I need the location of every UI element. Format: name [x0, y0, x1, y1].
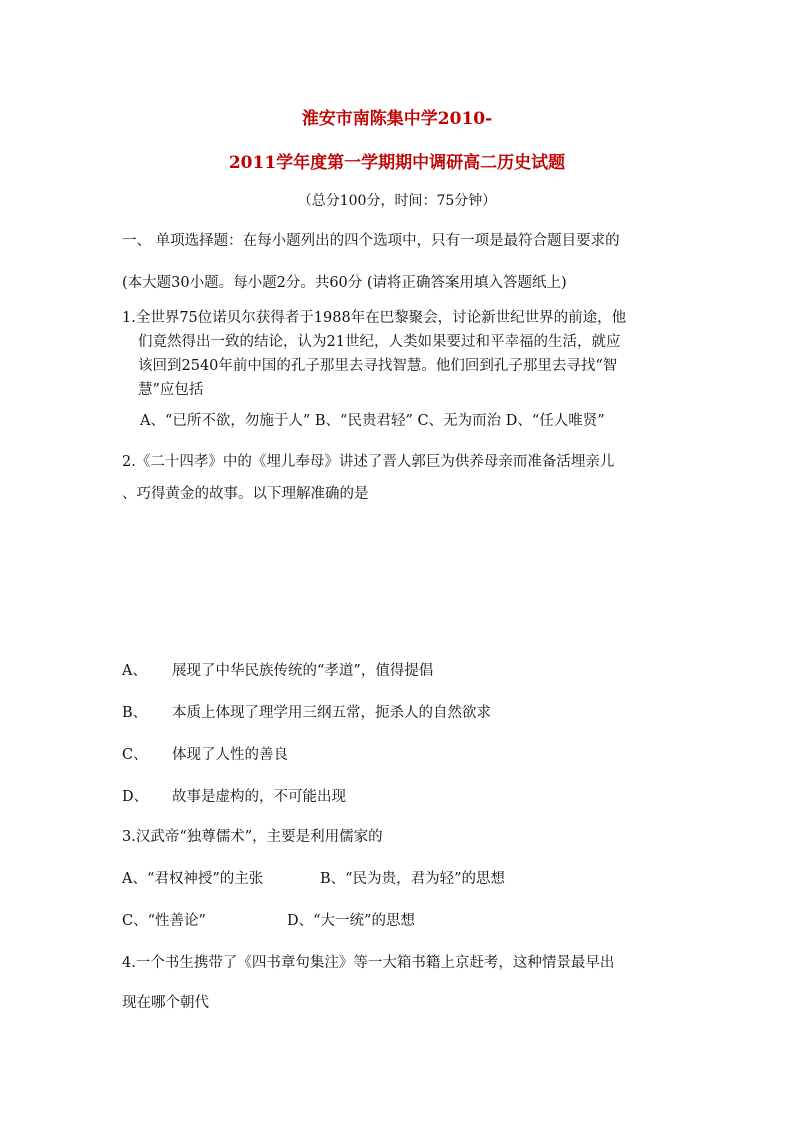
q2-option-b-label: B、 [122, 705, 148, 721]
q3-option-b: B、“民为贵，君为轻”的思想 [320, 871, 505, 887]
q2-option-a-label: A、 [122, 663, 147, 679]
q1-line-3: 该回到2540年前中国的孔子那里去寻找智慧。他们回到孔子那里去寻找“智 [138, 358, 618, 374]
q1-options: A、“已所不欲，勿施于人” B、“民贵君轻” C、无为而治 D、“任人唯贤” [140, 413, 605, 429]
q1-line-2: 们竟然得出一致的结论，认为21世纪，人类如果要过和平幸福的生活，就应 [138, 334, 621, 350]
section-heading: 一、 单项选择题：在每小题列出的四个选项中，只有一项是最符合题目要求的 [122, 233, 620, 249]
q1-line-1: 1.全世界75位诺贝尔获得者于1988年在巴黎聚会，讨论新世纪世界的前途，他 [122, 310, 627, 326]
q1-line-4: 慧”应包括 [138, 382, 204, 398]
q4-line-1: 4.一个书生携带了《四书章句集注》等一大箱书籍上京赶考，这种情景最早出 [122, 955, 615, 971]
q2-option-a-text: 展现了中华民族传统的“孝道”，值得提倡 [172, 663, 434, 679]
q2-option-d-text: 故事是虚构的，不可能出现 [172, 789, 346, 805]
q2-option-c-text: 体现了人性的善良 [172, 747, 288, 763]
q2-line-2: 、巧得黄金的故事。以下理解准确的是 [122, 486, 369, 502]
q3-stem: 3.汉武帝“独尊儒术”，主要是利用儒家的 [122, 829, 383, 845]
q2-option-d-label: D、 [122, 789, 149, 805]
exam-title-line1: 淮安市南陈集中学2010- [301, 109, 493, 129]
q3-option-d: D、“大一统”的思想 [287, 913, 415, 929]
q3-option-a: A、“君权神授”的主张 [122, 871, 264, 887]
q2-line-1: 2.《二十四孝》中的《埋儿奉母》讲述了晋人郭巨为供养母亲而准备活埋亲儿 [122, 454, 615, 470]
exam-title-line2: 2011学年度第一学期期中调研高二历史试题 [228, 153, 566, 173]
exam-subtitle: （总分100分，时间：75分钟） [297, 193, 497, 209]
q3-option-c: C、“性善论” [122, 913, 206, 929]
q2-option-c-label: C、 [122, 747, 148, 763]
q4-line-2: 现在哪个朝代 [122, 995, 209, 1011]
q2-option-b-text: 本质上体现了理学用三纲五常，扼杀人的自然欲求 [172, 705, 491, 721]
section-note: (本大题30小题。每小题2分。共60分 (请将正确答案用填入答题纸上) [122, 275, 567, 291]
